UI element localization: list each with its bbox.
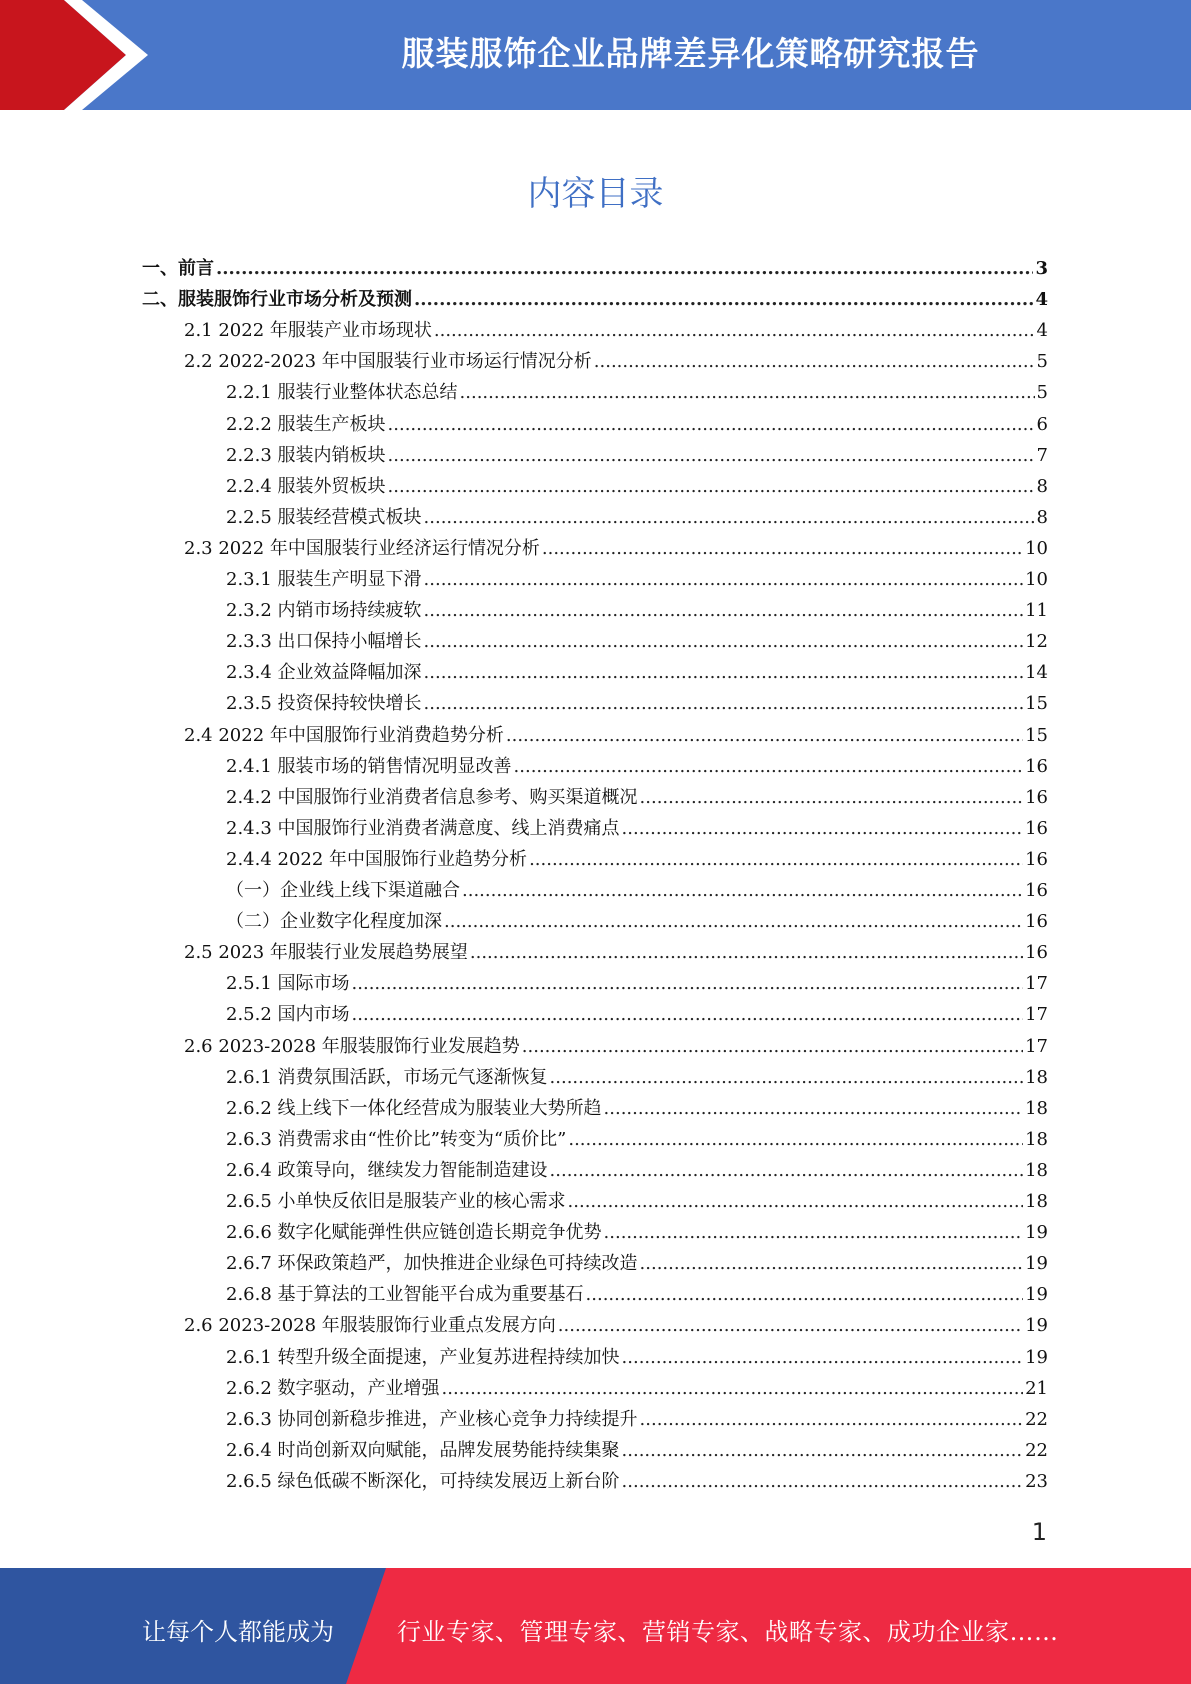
toc-entry-page: 18: [1025, 1191, 1048, 1212]
toc-leader-dots: [568, 1186, 1024, 1217]
page-number: 1: [1031, 1518, 1047, 1546]
toc-entry[interactable]: [226, 1093, 1048, 1124]
toc-entry-page: 19: [1025, 1315, 1048, 1337]
toc-leader-dots: [622, 1435, 1024, 1466]
toc-leader-dots: [470, 937, 1023, 968]
toc-entry-page: 22: [1025, 1439, 1048, 1461]
toc-entry[interactable]: [226, 999, 1048, 1030]
report-footer: [0, 1568, 1191, 1684]
toc-leader-dots: [594, 346, 1035, 377]
toc-entry-page: 10: [1025, 569, 1048, 590]
toc-leader-dots: [604, 1217, 1024, 1248]
toc-entry-title: 2.3.1 服装生产明显下滑: [226, 569, 422, 590]
toc-entry-title: 2.6.5 小单快反依旧是服装产业的核心需求: [226, 1191, 566, 1212]
toc-entry-page: 18: [1025, 1159, 1048, 1181]
toc-entry-page: 23: [1025, 1470, 1048, 1492]
toc-entry-title: 2.2.1 服装行业整体状态总结: [226, 382, 458, 404]
toc-entry-title: 2.6.8 基于算法的工业智能平台成为重要基石: [226, 1284, 584, 1306]
toc-heading: 内容目录: [527, 174, 664, 214]
toc-entry[interactable]: [226, 564, 1048, 595]
toc-entry-page: 18: [1025, 1066, 1048, 1088]
toc-entry-page: 8: [1036, 506, 1048, 528]
toc-entry[interactable]: [226, 1124, 1048, 1155]
toc-entry-page: 11: [1025, 600, 1048, 622]
toc-entry-page: 17: [1025, 973, 1048, 995]
toc-entry-title: 2.6.4 时尚创新双向赋能，品牌发展势能持续集聚: [226, 1439, 620, 1461]
toc-entry-title: 2.5 2023 年服装行业发展趋势展望: [184, 942, 468, 964]
toc-entry[interactable]: [226, 657, 1048, 688]
toc-entry[interactable]: [226, 471, 1048, 502]
toc-entry-title: 2.3.4 企业效益降幅加深: [226, 662, 422, 684]
toc-entry[interactable]: [226, 440, 1048, 471]
toc-entry-page: 17: [1025, 1004, 1048, 1026]
toc-entry-page: 6: [1036, 413, 1048, 435]
toc-entry-title: 二、服装服饰行业市场分析及预测: [142, 289, 412, 311]
toc-entry-title: 2.4.2 中国服饰行业消费者信息参考、购买渠道概况: [226, 786, 638, 808]
toc-entry[interactable]: [226, 1435, 1048, 1466]
toc-entry-title: 2.5.1 国际市场: [226, 973, 350, 995]
toc-entry-title: 2.6.1 消费氛围活跃，市场元气逐渐恢复: [226, 1066, 548, 1088]
report-header: [0, 0, 1191, 110]
toc-entry-page: 16: [1025, 942, 1048, 964]
footer-slogan-left: 让每个人都能成为: [142, 1618, 334, 1646]
toc-leader-dots: [514, 751, 1024, 782]
toc-entry-title: 2.3.5 投资保持较快增长: [226, 693, 422, 715]
toc-entry-page: 16: [1025, 911, 1048, 933]
toc-entry-title: 2.4.3 中国服饰行业消费者满意度、线上消费痛点: [226, 817, 620, 839]
toc-entry[interactable]: [226, 1248, 1048, 1279]
toc-leader-dots: [442, 1373, 1024, 1404]
toc-entry-title: 2.3.2 内销市场持续疲软: [226, 600, 422, 622]
toc-entry-page: 4: [1036, 320, 1048, 342]
toc-entry[interactable]: [142, 253, 1048, 284]
toc-leader-dots: [388, 471, 1035, 502]
toc-entry-title: 2.2.2 服装生产板块: [226, 413, 386, 435]
toc-entry[interactable]: [226, 782, 1048, 813]
toc-leader-dots: [462, 875, 1023, 906]
toc-entry-page: 21: [1025, 1377, 1048, 1399]
toc-entry-title: 2.6.4 政策导向，继续发力智能制造建设: [226, 1159, 548, 1181]
toc-entry[interactable]: [226, 502, 1048, 533]
toc-entry[interactable]: [226, 1217, 1048, 1248]
toc-entry-page: 4: [1035, 289, 1048, 311]
toc-leader-dots: [522, 1031, 1023, 1062]
toc-entry-page: 17: [1025, 1035, 1048, 1057]
toc-entry-page: 16: [1025, 786, 1048, 808]
toc-entry-page: 3: [1035, 258, 1048, 279]
report-title: 服装服饰企业品牌差异化策略研究报告: [401, 34, 980, 73]
toc-entry[interactable]: [226, 1062, 1048, 1093]
toc-entry[interactable]: [184, 533, 1048, 564]
toc-leader-dots: [414, 284, 1033, 315]
toc-entry-page: 19: [1025, 1253, 1048, 1275]
toc-entry[interactable]: [184, 1031, 1048, 1062]
toc-entry[interactable]: [226, 751, 1048, 782]
toc-leader-dots: [460, 377, 1035, 408]
toc-leader-dots: [352, 968, 1024, 999]
toc-entry[interactable]: [184, 346, 1048, 377]
toc-entry[interactable]: [184, 1310, 1048, 1341]
toc-entry-title: 2.5.2 国内市场: [226, 1004, 350, 1026]
toc-leader-dots: [424, 626, 1024, 657]
toc-entry[interactable]: [226, 1186, 1048, 1217]
toc-entry[interactable]: [226, 1279, 1048, 1310]
toc-entry-title: （一）企业线上线下渠道融合: [226, 880, 460, 901]
toc-entry-title: 2.6.7 环保政策趋严，加快推进企业绿色可持续改造: [226, 1253, 638, 1275]
footer-slogan-right: 行业专家、管理专家、营销专家、战略专家、成功企业家……: [397, 1618, 1059, 1646]
toc-entry-page: 14: [1025, 662, 1048, 684]
toc-entry[interactable]: [226, 906, 1048, 937]
toc-entry-page: 18: [1025, 1128, 1048, 1150]
toc-entry-page: 16: [1025, 848, 1048, 870]
toc-entry-title: 2.6 2023-2028 年服装服饰行业重点发展方向: [184, 1315, 556, 1337]
toc-entry-title: 2.2.4 服装外贸板块: [226, 475, 386, 497]
toc-leader-dots: [550, 1155, 1024, 1186]
toc-entry-page: 5: [1036, 382, 1048, 404]
toc-entry-title: 一、前言: [142, 258, 214, 279]
toc-entry[interactable]: [226, 1466, 1048, 1497]
toc-entry-page: 7: [1036, 444, 1048, 466]
toc-entry-page: 10: [1025, 537, 1048, 559]
toc-entry-page: 16: [1025, 755, 1048, 777]
toc-entry-title: 2.6.2 数字驱动，产业增强: [226, 1377, 440, 1399]
toc-leader-dots: [424, 688, 1024, 719]
toc-entry[interactable]: [226, 377, 1048, 408]
toc-leader-dots: [506, 720, 1023, 751]
toc-entry-page: 19: [1025, 1346, 1048, 1368]
toc-entry-title: 2.2.5 服装经营模式板块: [226, 506, 422, 528]
toc-entry-title: 2.2.3 服装内销板块: [226, 444, 386, 466]
toc-entry-title: 2.4.4 2022 年中国服饰行业趋势分析: [226, 848, 528, 870]
toc-leader-dots: [444, 906, 1023, 937]
toc-entry-title: 2.4.1 服装市场的销售情况明显改善: [226, 755, 512, 777]
toc-entry-title: 2.6.1 转型升级全面提速，产业复苏进程持续加快: [226, 1346, 620, 1368]
toc-entry[interactable]: [184, 315, 1048, 346]
toc-entry[interactable]: [226, 875, 1048, 906]
toc-leader-dots: [424, 564, 1024, 595]
toc-leader-dots: [542, 533, 1023, 564]
toc-leader-dots: [640, 782, 1024, 813]
toc-entry-title: 2.3.3 出口保持小幅增长: [226, 631, 422, 653]
toc-entry-page: 16: [1025, 817, 1048, 839]
toc-entry-page: 12: [1025, 631, 1048, 653]
toc-leader-dots: [568, 1124, 1023, 1155]
toc-entry-page: 19: [1025, 1284, 1048, 1306]
toc-entry-page: 16: [1025, 880, 1048, 901]
toc-entry[interactable]: [226, 1155, 1048, 1186]
toc-entry-title: 2.6.2 线上线下一体化经营成为服装业大势所趋: [226, 1097, 602, 1119]
toc-entry-title: 2.1 2022 年服装产业市场现状: [184, 320, 432, 342]
toc-entry-title: 2.6.3 消费需求由“性价比”转变为“质价比”: [226, 1128, 567, 1150]
toc-entry[interactable]: [226, 626, 1048, 657]
toc-leader-dots: [388, 409, 1035, 440]
toc-leader-dots: [388, 440, 1035, 471]
toc-leader-dots: [434, 315, 1035, 346]
toc-entry-title: 2.4 2022 年中国服饰行业消费趋势分析: [184, 724, 504, 746]
toc-leader-dots: [558, 1310, 1023, 1341]
toc-entry[interactable]: [142, 284, 1048, 315]
toc-entry-title: 2.6 2023-2028 年服装服饰行业发展趋势: [184, 1035, 520, 1057]
toc-leader-dots: [622, 813, 1024, 844]
toc-leader-dots: [550, 1062, 1024, 1093]
toc-leader-dots: [622, 1342, 1024, 1373]
toc-leader-dots: [424, 595, 1024, 626]
toc-leader-dots: [622, 1466, 1024, 1497]
toc-entry[interactable]: [226, 1404, 1048, 1435]
toc-entry[interactable]: [226, 1373, 1048, 1404]
toc-entry-page: 5: [1036, 351, 1048, 373]
toc-entry[interactable]: [184, 937, 1048, 968]
toc-entry-title: 2.6.3 协同创新稳步推进，产业核心竞争力持续提升: [226, 1408, 638, 1430]
toc-leader-dots: [424, 502, 1035, 533]
toc-entry[interactable]: [226, 1342, 1048, 1373]
toc-entry-page: 18: [1025, 1097, 1048, 1119]
toc-entry-page: 19: [1025, 1222, 1048, 1244]
toc-leader-dots: [640, 1248, 1024, 1279]
toc-entry-title: 2.3 2022 年中国服装行业经济运行情况分析: [184, 537, 540, 559]
toc-leader-dots: [640, 1404, 1024, 1435]
toc-entry[interactable]: [226, 844, 1048, 875]
toc-leader-dots: [424, 657, 1024, 688]
toc-entry-page: 15: [1025, 724, 1048, 746]
toc-entry-title: （二）企业数字化程度加深: [226, 911, 442, 933]
toc-entry-title: 2.6.5 绿色低碳不断深化，可持续发展迈上新台阶: [226, 1470, 620, 1492]
toc-leader-dots: [586, 1279, 1024, 1310]
toc-entry[interactable]: [226, 595, 1048, 626]
toc-leader-dots: [529, 844, 1023, 875]
toc-entry-title: 2.6.6 数字化赋能弹性供应链创造长期竞争优势: [226, 1222, 602, 1244]
toc-entry-title: 2.2 2022-2023 年中国服装行业市场运行情况分析: [184, 351, 592, 373]
toc-entry-page: 8: [1036, 475, 1048, 497]
toc-leader-dots: [604, 1093, 1024, 1124]
toc-leader-dots: [216, 253, 1033, 284]
toc-entry-page: 22: [1025, 1408, 1048, 1430]
toc-entry[interactable]: [226, 813, 1048, 844]
toc-entry[interactable]: [226, 409, 1048, 440]
toc-entry[interactable]: [226, 968, 1048, 999]
toc-entry[interactable]: [184, 720, 1048, 751]
toc-entry-page: 15: [1025, 693, 1048, 715]
toc-entry[interactable]: [226, 688, 1048, 719]
toc-leader-dots: [352, 999, 1024, 1030]
